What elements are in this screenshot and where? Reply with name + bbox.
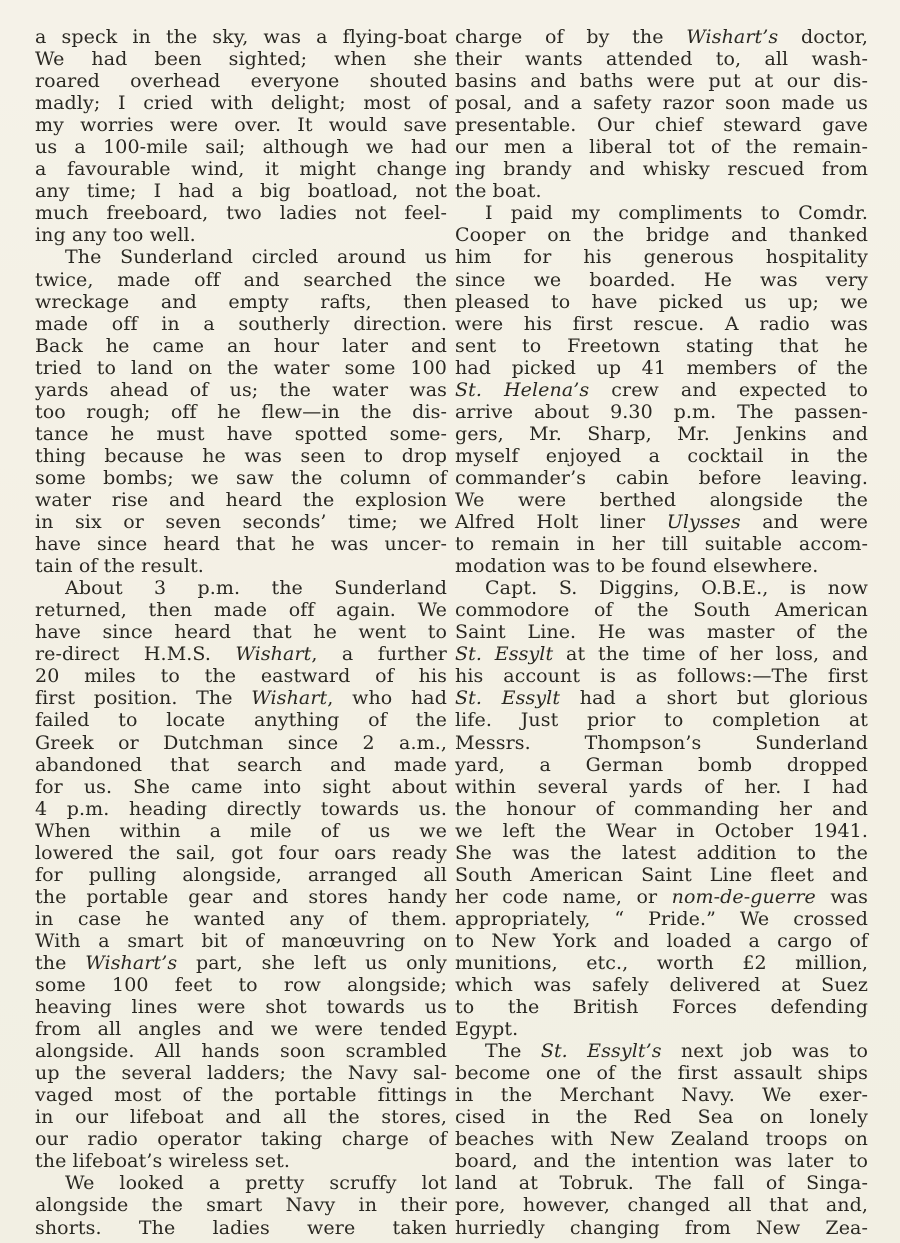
- text-line: Messrs. Thompson’s Sunderland: [455, 731, 868, 754]
- text-line: commander’s cabin before leaving.: [455, 466, 868, 489]
- text-line: some bombs; we saw the column of: [35, 466, 447, 489]
- text-line: have since heard that he was uncer-: [35, 533, 447, 556]
- text-line: any time; I had a big boatload, not: [35, 180, 447, 203]
- text-line: were his first rescue. A radio was: [455, 312, 868, 335]
- text-line: shorts. The ladies were taken: [35, 1216, 447, 1239]
- text-line: re-direct H.M.S. Wishart, a further: [35, 643, 447, 666]
- text-line: which was safely delivered at Suez: [455, 974, 868, 997]
- text-line: too rough; off he flew—in the dis-: [35, 400, 447, 423]
- text-line: heaving lines were shot towards us: [35, 996, 447, 1019]
- text-line: within several yards of her. I had: [455, 775, 868, 798]
- text-line: in six or seven seconds’ time; we: [35, 511, 447, 534]
- text-line: their wants attended to, all wash-: [455, 48, 868, 71]
- text-line: for pulling alongside, arranged all: [35, 863, 447, 886]
- text-line: wreckage and empty rafts, then: [35, 290, 447, 313]
- text-line: St. Essylt at the time of her loss, and: [455, 643, 869, 666]
- text-line: the portable gear and stores handy: [35, 885, 447, 908]
- text-line: land at Tobruk. The fall of Singa-: [455, 1172, 868, 1195]
- text-line: sent to Freetown stating that he: [455, 334, 868, 357]
- text-line: in the Merchant Navy. We exer-: [455, 1084, 868, 1107]
- text-line: We looked a pretty scruffy lot: [65, 1172, 447, 1195]
- text-line: to the British Forces defending: [455, 996, 868, 1019]
- text-line: pleased to have picked us up; we: [455, 290, 868, 313]
- text-line: the honour of commanding her and: [455, 797, 868, 820]
- text-line: 4 p.m. heading directly towards us.: [35, 797, 447, 820]
- text-line: the boat.: [455, 180, 542, 203]
- text-line: pore, however, changed all that and,: [455, 1194, 868, 1217]
- text-line: We had been sighted; when she: [35, 48, 447, 71]
- text-line: Saint Line. He was master of the: [455, 621, 868, 644]
- text-line: arrive about 9.30 p.m. The passen-: [455, 400, 868, 423]
- text-line: When within a mile of us we: [35, 819, 447, 842]
- text-line: appropriately, “ Pride.” We crossed: [455, 907, 868, 930]
- text-line: to New York and loaded a cargo of: [455, 929, 868, 952]
- text-line: thing because he was seen to drop: [35, 444, 447, 467]
- text-line: board, and the intention was later to: [455, 1150, 868, 1173]
- text-line: first position. The Wishart, who had: [35, 687, 447, 710]
- text-line: twice, made off and searched the: [35, 268, 447, 291]
- text-line: yard, a German bomb dropped: [455, 753, 868, 776]
- text-line: up the several ladders; the Navy sal-: [35, 1062, 447, 1085]
- text-line: lowered the sail, got four oars ready: [35, 841, 447, 864]
- text-line: tain of the result.: [35, 555, 204, 578]
- text-line: abandoned that search and made: [35, 753, 447, 776]
- text-line: About 3 p.m. the Sunderland: [65, 577, 447, 600]
- text-line: She was the latest addition to the: [455, 841, 868, 864]
- text-line: some 100 feet to row alongside;: [35, 974, 447, 997]
- text-line: St. Helena’s crew and expected to: [455, 378, 869, 401]
- text-line: vaged most of the portable fittings: [35, 1084, 447, 1107]
- text-line: modation was to be found elsewhere.: [455, 555, 819, 578]
- text-line: Capt. S. Diggins, O.B.E., is now: [485, 577, 868, 600]
- text-line: him for his generous hospitality: [455, 246, 868, 269]
- text-line: much freeboard, two ladies not feel-: [35, 202, 447, 225]
- text-line: I paid my compliments to Comdr.: [485, 202, 868, 225]
- text-line: The Sunderland circled around us: [65, 246, 447, 269]
- text-line: the Wishart’s part, she left us only: [35, 951, 447, 974]
- text-line: tance he must have spotted some-: [35, 422, 447, 445]
- text-line: from all angles and we were tended: [35, 1018, 447, 1041]
- text-line: cised in the Red Sea on lonely: [455, 1106, 868, 1129]
- text-line: a speck in the sky, was a flying-boat: [35, 26, 447, 48]
- text-line: Cooper on the bridge and thanked: [455, 224, 868, 247]
- text-line: We were berthed alongside the: [455, 488, 868, 511]
- text-line: our men a liberal tot of the remain-: [455, 136, 868, 159]
- text-line: commodore of the South American: [455, 599, 868, 622]
- text-line: yards ahead of us; the water was: [35, 378, 447, 401]
- text-line: us a 100-mile sail; although we had: [35, 136, 447, 159]
- text-line: St. Essylt had a short but glorious: [455, 687, 868, 710]
- text-line: our radio operator taking charge of: [35, 1128, 447, 1151]
- text-line: life. Just prior to completion at: [455, 709, 868, 732]
- text-line: hurriedly changing from New Zea-: [455, 1216, 868, 1239]
- text-line: alongside the smart Navy in their: [35, 1194, 447, 1217]
- text-line: alongside. All hands soon scrambled: [35, 1040, 447, 1063]
- text-line: The St. Essylt’s next job was to: [485, 1040, 868, 1063]
- text-line: water rise and heard the explosion: [35, 488, 447, 511]
- text-line: have since heard that he went to: [35, 621, 447, 644]
- text-line: munitions, etc., worth £2 million,: [455, 951, 868, 974]
- text-line: for us. She came into sight about: [35, 775, 447, 798]
- text-line: With a smart bit of manœuvring on: [35, 929, 447, 952]
- text-line: his account is as follows:—The first: [455, 665, 868, 688]
- text-line: a favourable wind, it might change: [35, 158, 447, 181]
- text-line: failed to locate anything of the: [35, 709, 447, 732]
- column-right: [455, 26, 868, 1239]
- column-left: [35, 26, 447, 1239]
- text-line: Egypt.: [455, 1018, 519, 1041]
- text-line: her code name, or nom-de-guerre was: [455, 885, 868, 908]
- text-line: Back he came an hour later and: [35, 334, 447, 357]
- text-line: roared overhead everyone shouted: [35, 70, 447, 93]
- text-line: made off in a southerly direction.: [35, 312, 447, 335]
- text-line: presentable. Our chief steward gave: [455, 114, 868, 137]
- text-line: ing brandy and whisky rescued from: [455, 158, 868, 181]
- text-columns: [35, 26, 868, 1239]
- text-line: we left the Wear in October 1941.: [455, 819, 868, 842]
- text-line: charge of by the Wishart’s doctor,: [455, 26, 868, 48]
- text-line: in our lifeboat and all the stores,: [35, 1106, 447, 1129]
- text-line: Greek or Dutchman since 2 a.m.,: [35, 731, 447, 754]
- text-line: South American Saint Line fleet and: [455, 863, 868, 886]
- text-line: returned, then made off again. We: [35, 599, 447, 622]
- text-line: 20 miles to the eastward of his: [35, 665, 447, 688]
- text-line: become one of the first assault ships: [455, 1062, 868, 1085]
- text-line: posal, and a safety razor soon made us: [455, 92, 868, 115]
- text-line: tried to land on the water some 100: [35, 356, 447, 379]
- text-line: to remain in her till suitable accom-: [455, 533, 868, 556]
- text-line: Alfred Holt liner Ulysses and were: [455, 511, 868, 534]
- text-line: my worries were over. It would save: [35, 114, 447, 137]
- text-line: gers, Mr. Sharp, Mr. Jenkins and: [455, 422, 868, 445]
- text-line: madly; I cried with delight; most of: [35, 92, 447, 115]
- text-line: ing any too well.: [35, 224, 196, 247]
- text-line: had picked up 41 members of the: [455, 356, 868, 379]
- text-line: basins and baths were put at our dis-: [455, 70, 868, 93]
- text-line: the lifeboat’s wireless set.: [35, 1150, 290, 1173]
- text-line: myself enjoyed a cocktail in the: [455, 444, 868, 467]
- text-line: beaches with New Zealand troops on: [455, 1128, 868, 1151]
- text-line: in case he wanted any of them.: [35, 907, 447, 930]
- text-line: since we boarded. He was very: [455, 268, 868, 291]
